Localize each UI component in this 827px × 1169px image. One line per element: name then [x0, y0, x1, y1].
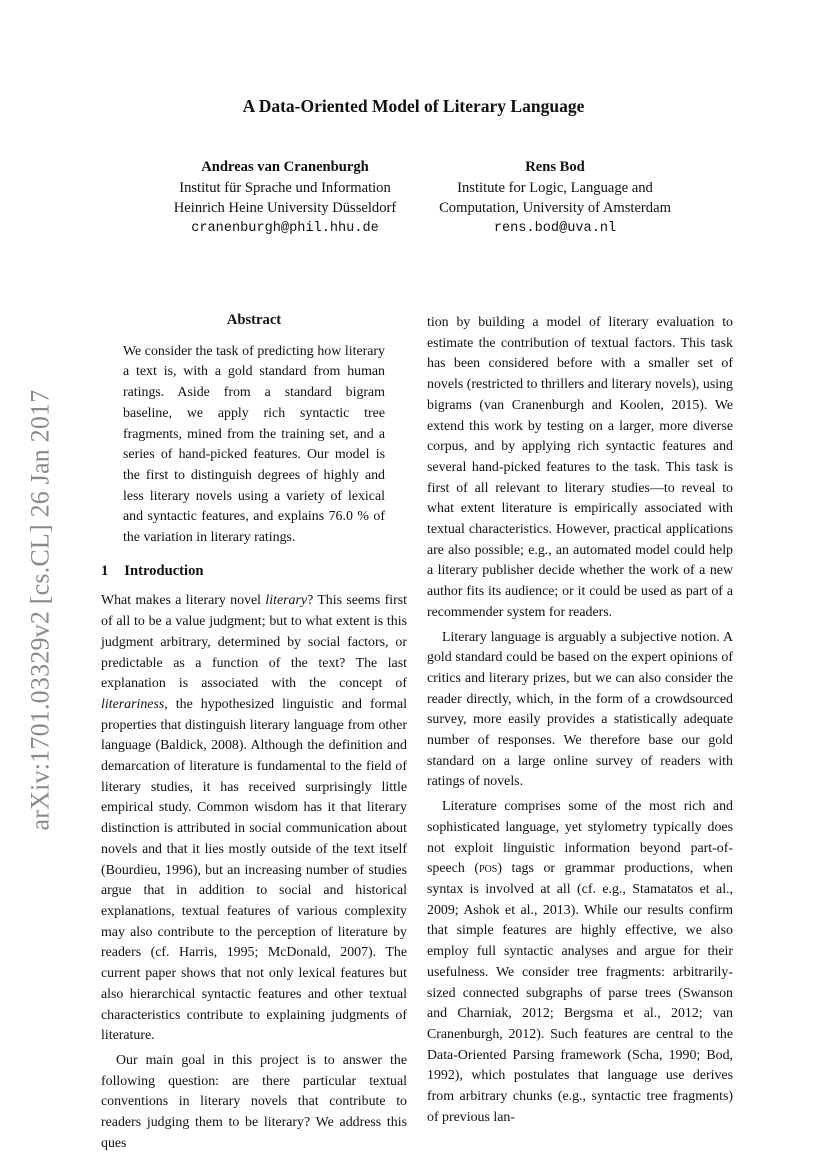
- section-heading-introduction: [101, 561, 407, 582]
- arxiv-identifier-text: arXiv:1701.03329v2 [cs.CL] 26 Jan 2017: [25, 389, 55, 831]
- intro-paragraph-1: [101, 591, 407, 1046]
- author-affiliation-line: Computation, University of Amsterdam: [439, 200, 671, 216]
- text-run: ? This seems first of all to be a value judgment; but to what extent is this judgment arbitrary, determined by social factors, or predictable as a function of the text? The last explanation is associated with the concept of: [101, 593, 408, 692]
- section-number: 1: [101, 562, 109, 579]
- intro-paragraph-4: [427, 797, 733, 1128]
- text-run: ) tags or grammar productions, when syntax is involved at all (cf. e.g., Stamatatos et al., 2009; Ashok et al., 2013). While our results confirm that simple features are highly effective, we also employ full syntactic analyses and argue for their usefulness. We consider tree fragments: arbitrarily-sized connected subgraphs of parse trees (Swanson and Charniak, 2012; Bergsma et al., 2012; van Cranenburgh, 2012). Such features are central to the Data-Oriented Parsing framework (Scha, 1990; Bod, 1992), which postulates that language use derives from arbitrary chunks (e.g., syntactic tree fragments) of previous lan-: [427, 861, 733, 1125]
- author-block-1: [140, 157, 430, 239]
- text-run: Literature comprises some of the most rich and sophisticated language, yet stylometry typically does not exploit linguistic information beyond part-of-speech (: [427, 799, 733, 877]
- text-run: , the hypothesized linguistic and formal properties that distinguish literary language from other language (Baldick, 2008). Although the definition and demarcation of literature is fundamental to the field of literary studies, it has received surprisingly little empirical study. Common wisdom has it that literary distinction is attributed in social communication about novels and that it lies mostly outside of the text itself (Bourdieu, 1996), but an increasing number of studies argue that in addition to social and historical explanations, textual features of various complexity may also contribute to the perception of literature by readers (cf. Harris, 1995; McDonald, 2007). The current paper shows that not only lexical features but also hierarchical syntactic features and other textual characteristics contribute to explaining judgments of literature.: [101, 696, 407, 1044]
- author-affiliation-line: Institut für Sprache und Information: [179, 179, 391, 196]
- intro-paragraph-3: Literary language is arguably a subjective notion. A gold standard could be based on the expert opinions of critics and literary prizes, but we can also consider the reader directly, which, in the form of a crowdsourced survey, more easily provides a statistically adequate number of responses. We therefore base our gold standard on a large online survey of readers with ratings of novels.: [427, 629, 733, 790]
- author-name: Andreas van Cranenburgh: [201, 159, 369, 175]
- author-affiliation-line: Heinrich Heine University Düsseldorf: [173, 200, 397, 216]
- left-column: [101, 310, 407, 1154]
- author-affiliation-line: Institute for Logic, Language and: [457, 179, 653, 196]
- author-block-2: [410, 157, 700, 239]
- intro-paragraph-2: Our main goal in this project is to answer the following question: are there particular textual conventions in literary novels that contribute to readers judging them to be literary? We address this ques: [101, 1052, 407, 1151]
- small-caps-term: pos: [478, 861, 498, 877]
- abstract-text: We consider the task of predicting how literary a text is, with a gold standard from human ratings. Aside from a standard bigram baseline, we apply rich syntactic tree fragments, mined from the training set, and a series of hand-picked features. Our model is the first to distinguish degrees of highly and less literary novels using a variety of lexical and syntactic features, and explains 76.0 % of the variation in literary ratings.: [123, 343, 385, 546]
- author-email: rens.bod@uva.nl: [493, 220, 617, 236]
- author-name: Rens Bod: [525, 159, 585, 175]
- author-email: cranenburgh@phil.hhu.de: [191, 220, 379, 236]
- paper-title: A Data-Oriented Model of Literary Language: [242, 96, 585, 116]
- right-column: [427, 313, 733, 1128]
- abstract-heading: Abstract: [226, 312, 282, 328]
- arxiv-identifier-stamp: [20, 370, 60, 850]
- section-title: Introduction: [124, 562, 204, 579]
- emphasized-term: literariness: [101, 696, 165, 712]
- text-run: What makes a literary novel: [101, 593, 266, 609]
- emphasized-term: literary: [265, 593, 308, 609]
- intro-paragraph-2-continued: tion by building a model of literary evaluation to estimate the contribution of textual factors. This task has been considered before with a smaller set of novels (restricted to thrillers and literary novels), using bigrams (van Cranenburgh and Koolen, 2015). We extend this work by testing on a larger, more diverse corpus, and by applying rich syntactic features and several hand-picked features to the task. This task is first of all relevant to literary studies—to reveal to what extent literature is empirically associated with textual characteristics. However, practical applications are also possible; e.g., an automated model could help a literary publisher decide whether the work of a new author fits its audience; or it could be used as part of a recommender system for readers.: [427, 315, 733, 620]
